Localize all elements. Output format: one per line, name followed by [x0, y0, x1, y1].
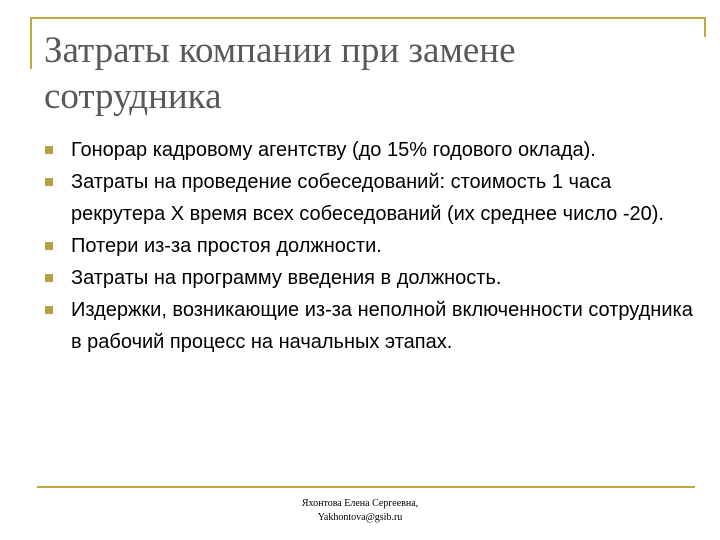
footer-email: Yakhontova@gsib.ru: [317, 512, 403, 523]
bullet-item: [44, 230, 704, 262]
square-bullet-icon: [45, 146, 53, 154]
square-bullet-icon: [45, 274, 53, 282]
bullet-text: Затраты на проведение собеседований: стоимость 1 часа рекрутера Х время всех собеседований (их среднее число -20).: [71, 171, 664, 225]
frame-top-border: [30, 17, 705, 19]
square-bullet-icon: [45, 178, 53, 186]
bullet-text: Гонорар кадровому агентству (до 15% годового оклада).: [71, 139, 596, 161]
frame-right-border: [704, 17, 706, 37]
bullet-text: Затраты на программу введения в должность.: [71, 267, 502, 289]
bullet-item: [44, 262, 704, 294]
bullet-item: [44, 294, 704, 358]
bullet-item: [44, 166, 704, 230]
square-bullet-icon: [45, 242, 53, 250]
footer-author: Яхонтова Елена Сергеевна,: [301, 498, 419, 509]
square-bullet-icon: [45, 306, 53, 314]
bullet-text: Потери из-за простоя должности.: [71, 235, 382, 257]
bullet-text: Издержки, возникающие из-за неполной включенности сотрудника в рабочий процесс на начальных этапах.: [71, 299, 693, 353]
footer-divider: [37, 486, 695, 488]
bullet-list: [44, 134, 704, 358]
footer: [250, 497, 470, 525]
slide-title: Затраты компании при замене сотрудника: [44, 30, 516, 117]
frame-left-border: [30, 17, 32, 69]
bullet-item: [44, 134, 704, 166]
